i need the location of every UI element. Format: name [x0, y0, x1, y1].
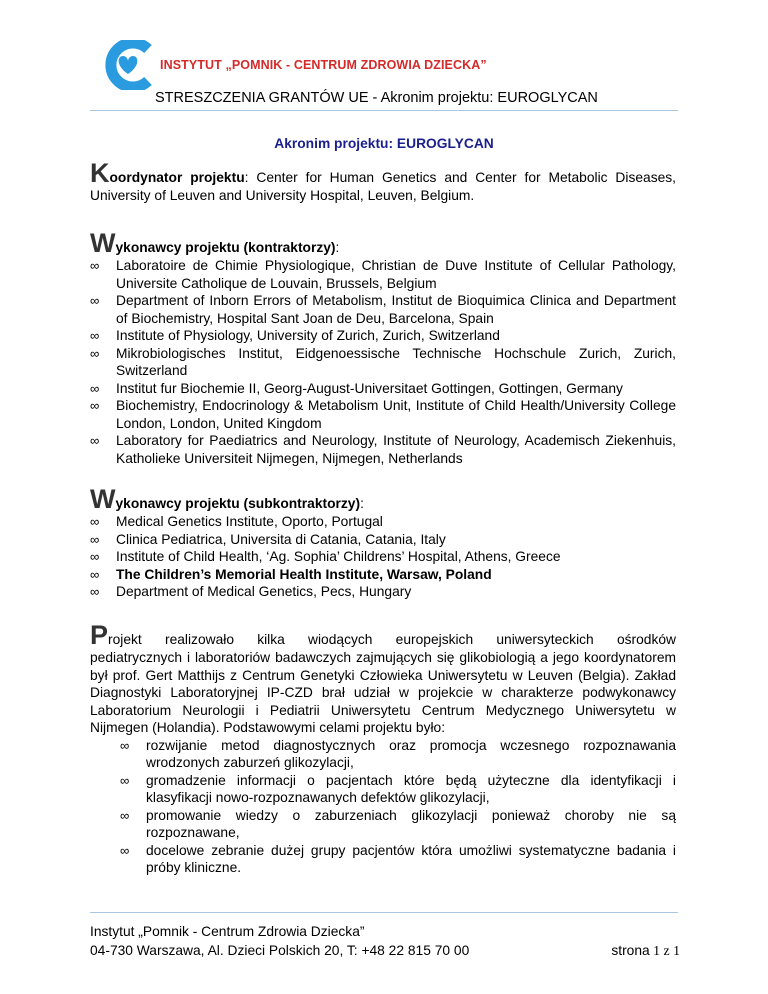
coordinator-label: oordynator projektu	[109, 170, 245, 185]
footer-address: 04-730 Warszawa, Al. Dzieci Polskich 20, T: +48 22 815 70 00	[90, 943, 470, 958]
list-item: ∞ Clinica Pediatrica, Universita di Catania, Catania, Italy	[90, 531, 446, 547]
list-item: ∞ promowanie wiedzy o zaburzeniach glikozylacji ponieważ choroby nie są rozpoznawane,	[120, 807, 676, 840]
subcontractors-heading: Wykonawcy projektu (subkontraktorzy):	[90, 484, 364, 514]
contractors-section	[90, 230, 676, 467]
list-item: ∞ Department of Medical Genetics, Pecs, Hungary	[90, 584, 412, 599]
drop-cap: W	[90, 484, 116, 514]
infinity-bullet-icon: ∞	[90, 345, 100, 361]
coordinator-text: : Center for Human Genetics and Center for Metabolic Diseases, University of Leuven and University Hospital, Leuven, Belgium.	[90, 170, 676, 203]
list-item: ∞ Laboratoire de Chimie Physiologique, Christian de Duve Institute of Cellular Pathology, Universite Catholique de Louvain, Brussels, Belgium	[90, 258, 676, 291]
project-intro-first-line: Projekt realizowało kilka wiodących europejskich uniwersyteckich ośrodków	[90, 620, 676, 650]
drop-cap: W	[90, 228, 116, 258]
contractors-label: ykonawcy projektu (kontraktorzy)	[115, 240, 336, 255]
list-item: ∞ Institut fur Biochemie II, Georg-August-Universitaet Gottingen, Gottingen, Germany	[90, 380, 623, 396]
page-footer	[90, 922, 680, 960]
drop-cap: K	[90, 158, 110, 188]
infinity-bullet-icon: ∞	[90, 584, 100, 599]
infinity-bullet-icon: ∞	[120, 807, 130, 823]
list-item: ∞ Medical Genetics Institute, Oporto, Portugal	[90, 514, 383, 529]
project-intro: pediatrycznych i laboratoriów badawczych zajmujących się glikobiologią a jego koordynatorem był prof. Gert Matthijs z Centrum Genetyki Człowieka Uniwersytetu w Leuven (Belgia). Zakład Diagnostyki Laboratoryjnej IP-CZD brał udział w projekcie w charakterze podwykonawcy Laboratorium Neurologii i Pediatrii Uniwersytetu Centrum Medycznego Uniwersytetu w Nijmegen (Holandia). Podstawowymi celami projektu było:	[90, 650, 676, 735]
list-item: ∞ The Children’s Memorial Health Institute, Warsaw, Poland	[90, 566, 492, 582]
institute-name: INSTYTUT „POMNIK - CENTRUM ZDROWIA DZIECKA”	[160, 58, 487, 72]
project-section	[90, 622, 676, 877]
infinity-bullet-icon: ∞	[90, 566, 100, 582]
infinity-bullet-icon: ∞	[90, 380, 100, 396]
coordinator-section	[90, 160, 676, 205]
list-item: ∞ Mikrobiologisches Institut, Eidgenoessische Technische Hochschule Zurich, Zurich, Switzerland	[90, 345, 676, 378]
infinity-bullet-icon: ∞	[120, 772, 130, 788]
document-title: Akronim projektu: EUROGLYCAN	[274, 136, 494, 151]
subcontractors-list	[90, 513, 676, 601]
infinity-bullet-icon: ∞	[120, 737, 130, 753]
list-item: ∞ Department of Inborn Errors of Metabolism, Institut de Bioquimica Clinica and Department of Biochemistry, Hospital Sant Joan de Deu, Barcelona, Spain	[90, 293, 676, 326]
infinity-bullet-icon: ∞	[90, 293, 100, 308]
list-item: ∞ Laboratory for Paediatrics and Neurology, Institute of Neurology, Academisch Ziekenhuis, Katholieke Universiteit Nijmegen, Nijmegen, Netherlands	[90, 433, 676, 466]
list-item: ∞ Institute of Physiology, University of Zurich, Zurich, Switzerland	[90, 328, 500, 343]
list-item: ∞ Institute of Child Health, ‘Ag. Sophia’ Childrens’ Hospital, Athens, Greece	[90, 549, 561, 564]
project-goals-list	[120, 737, 676, 877]
drop-cap: P	[90, 620, 109, 650]
page-header-title: STRESZCZENIA GRANTÓW UE - Akronim projektu: EUROGLYCAN	[155, 90, 598, 106]
contractors-list	[90, 257, 676, 467]
infinity-bullet-icon: ∞	[90, 549, 100, 564]
infinity-bullet-icon: ∞	[90, 398, 100, 413]
list-item: ∞ Biochemistry, Endocrinology & Metabolism Unit, Institute of Child Health/University College London, London, United Kingdom	[90, 398, 676, 431]
infinity-bullet-icon: ∞	[90, 531, 100, 547]
contractors-heading: Wykonawcy projektu (kontraktorzy):	[90, 228, 340, 258]
infinity-bullet-icon: ∞	[90, 258, 100, 273]
list-item: ∞ gromadzenie informacji o pacjentach które będą użyteczne dla identyfikacji i klasyfikacji nowo-rozpoznawanych defektów glikozylacji,	[120, 772, 676, 805]
list-item: ∞ docelowe zebranie dużej grupy pacjentów która umożliwi systematyczne badania i próby kliniczne.	[120, 842, 676, 875]
header-divider	[90, 110, 678, 111]
subcontractors-label: ykonawcy projektu (subkontraktorzy)	[115, 496, 361, 511]
page-number: strona 1 z 1	[611, 943, 680, 958]
infinity-bullet-icon: ∞	[90, 433, 100, 448]
infinity-bullet-icon: ∞	[90, 328, 100, 343]
footer-institute: Instytut „Pomnik - Centrum Zdrowia Dziecka”	[90, 924, 365, 939]
footer-divider	[90, 912, 678, 913]
list-item: ∞ rozwijanie metod diagnostycznych oraz promocja wczesnego rozpoznawania wrodzonych zaburzeń glikozylacji,	[120, 737, 676, 770]
subcontractors-section	[90, 486, 676, 601]
heart-icon	[119, 56, 138, 74]
infinity-bullet-icon: ∞	[120, 842, 130, 858]
infinity-bullet-icon: ∞	[90, 514, 100, 529]
institute-logo	[90, 40, 160, 90]
